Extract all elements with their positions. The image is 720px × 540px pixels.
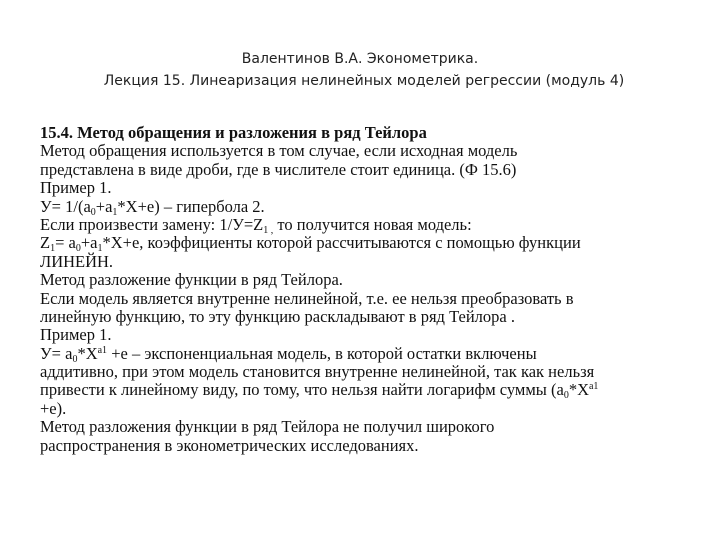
text-span: *Х — [77, 343, 98, 363]
header-subtitle: Лекция 15. Линеаризация нелинейных моделей регрессии (модуль 4) — [103, 73, 625, 89]
text-line: Если модель является внутренне нелинейной, т.е. ее нельзя преобразовать в — [40, 288, 574, 308]
text-span: *Х+е, коэффициенты которой рассчитываются с помощью функции — [102, 233, 581, 253]
formula-linear — [40, 233, 690, 255]
text-span: У= а — [40, 343, 73, 363]
text-span: *Х+е) – гипербола 2. — [117, 196, 265, 216]
subscript: 1 — [112, 206, 118, 218]
text-span: +а — [80, 233, 98, 253]
text-span: +е – экспоненциальная модель, в которой остатки включены — [107, 343, 537, 363]
subscript: 0 — [90, 206, 96, 218]
superscript: а1 — [588, 381, 599, 393]
subscript: 1 — [97, 243, 103, 255]
text-line: линейную функцию, то эту функцию раскладывают в ряд Тейлора . — [40, 306, 515, 326]
text-span: +а — [95, 196, 113, 216]
formula-exponential — [40, 345, 690, 363]
slide-body — [40, 124, 690, 455]
header-title: Валентинов В.А. Эконометрика. — [241, 51, 479, 67]
example-label: Пример 1. — [40, 178, 112, 198]
subscript: 1 — [50, 243, 56, 255]
subscript: 0 — [72, 353, 78, 365]
text-span: У= 1/(а — [40, 196, 91, 216]
example-label: Пример 1. — [40, 325, 112, 345]
text-line: ЛИНЕЙН. — [40, 251, 114, 271]
subscript: 0 — [75, 243, 81, 255]
text-line — [40, 216, 690, 234]
text-line — [40, 380, 690, 402]
text-span: Z — [40, 233, 51, 253]
formula-hyperbola — [40, 198, 690, 216]
text-line: +е). — [40, 398, 67, 418]
text-span: Если произвести замену: 1/У=Z — [40, 214, 264, 234]
text-span: = а — [55, 233, 76, 253]
text-line: Метод разложения функции в ряд Тейлора не получил широкого — [40, 417, 495, 437]
text-line: аддитивно, при этом модель становится внутренне нелинейной, так как нельзя — [40, 362, 595, 382]
text-line: распространения в эконометрических исследованиях. — [40, 435, 419, 455]
superscript: а1 — [97, 344, 108, 356]
text-span: то получится новая модель: — [273, 214, 472, 234]
subscript: 0 — [563, 390, 569, 402]
text-span: *Х — [568, 380, 589, 400]
section-heading: 15.4. Метод обращения и разложения в ряд Тейлора — [40, 123, 427, 142]
text-span: привести к линейному виду, по тому, что нельзя найти логарифм суммы (а — [40, 380, 564, 400]
text-line: Метод обращения используется в том случае, если исходная модель — [40, 141, 518, 161]
text-line: представлена в виде дроби, где в числителе стоит единица. (Ф 15.6) — [40, 159, 517, 179]
text-line: Метод разложение функции в ряд Тейлора. — [40, 270, 343, 290]
subscript: 1 , — [263, 224, 274, 236]
